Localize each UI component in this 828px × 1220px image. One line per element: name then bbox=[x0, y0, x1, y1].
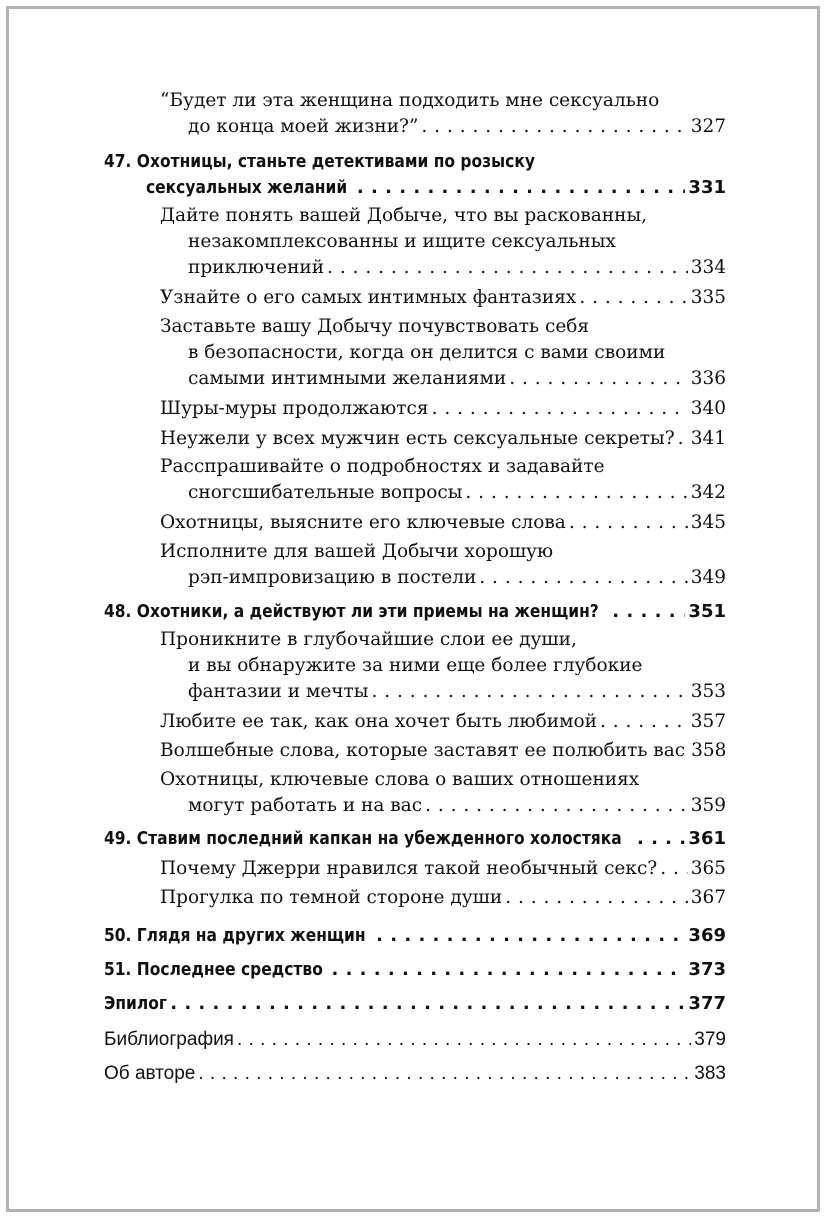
leader-dots bbox=[331, 959, 685, 980]
toc-entry-title: Прогулка по темной стороне души bbox=[160, 887, 503, 908]
toc-entry-title: Неужели у всех мужчин есть сексуальные секреты? bbox=[160, 428, 675, 449]
toc-entry-title: Охотницы, выясните его ключевые слова bbox=[160, 512, 566, 533]
toc-entry-title: рэп-импровизацию в постели bbox=[188, 567, 477, 588]
leader-dots bbox=[237, 1029, 691, 1051]
toc-entry[interactable] bbox=[160, 398, 726, 419]
toc-entry-line: и вы обнаружите за ними еще более глубокие bbox=[188, 655, 643, 676]
leader-dots bbox=[465, 482, 687, 503]
leader-dots bbox=[421, 116, 687, 137]
toc-entry[interactable] bbox=[188, 482, 726, 503]
leader-dots bbox=[198, 1063, 691, 1085]
leader-dots bbox=[678, 428, 688, 449]
toc-page-number: 361 bbox=[688, 828, 726, 849]
leader-dots bbox=[579, 287, 687, 308]
leader-dots bbox=[425, 795, 688, 816]
toc-entry-line: Исполните для вашей Добычи хорошую bbox=[160, 541, 554, 562]
toc-page-number: 345 bbox=[690, 512, 726, 533]
leader-dots bbox=[505, 887, 687, 908]
toc-entry-title: Волшебные слова, которые заставят ее полюбить вас bbox=[160, 740, 686, 761]
toc-about-author[interactable] bbox=[104, 1063, 726, 1085]
leader-dots bbox=[569, 512, 688, 533]
toc-entry-title: приключений bbox=[188, 257, 325, 278]
leader-dots bbox=[170, 993, 685, 1014]
toc-entry[interactable] bbox=[160, 858, 726, 879]
toc-chapter[interactable] bbox=[104, 925, 726, 946]
toc-entry[interactable] bbox=[188, 795, 726, 816]
leader-dots bbox=[479, 567, 687, 588]
toc-entry-line: Дайте понять вашей Добыче, что вы раскованны, bbox=[160, 205, 648, 226]
leader-dots bbox=[637, 828, 685, 849]
toc-entry-line: Проникните в глубочайшие слои ее души, bbox=[160, 629, 577, 650]
toc-chapter[interactable] bbox=[104, 601, 726, 622]
toc-page-number: 349 bbox=[690, 567, 726, 588]
leader-dots bbox=[376, 925, 685, 946]
leader-dots bbox=[509, 368, 688, 389]
leader-dots bbox=[357, 177, 686, 198]
toc-page-number: 342 bbox=[690, 482, 726, 503]
toc-entry-title: Узнайте о его самых интимных фантазиях bbox=[160, 287, 577, 308]
toc-chapter-title: 49. Ставим последний капкан на убежденного холостяка bbox=[104, 828, 622, 849]
toc-page-number: 353 bbox=[690, 681, 726, 702]
toc-page-number: 341 bbox=[690, 428, 726, 449]
toc-entry-title: самыми интимными желаниями bbox=[188, 368, 507, 389]
toc-page-number: 327 bbox=[690, 116, 726, 137]
toc-page-number: 335 bbox=[690, 287, 726, 308]
toc-page-number: 340 bbox=[690, 398, 726, 419]
toc-entry[interactable] bbox=[188, 368, 726, 389]
toc-page-number: 379 bbox=[694, 1029, 726, 1050]
toc-entry-title: сногсшибательные вопросы bbox=[188, 482, 463, 503]
toc-entry[interactable] bbox=[160, 740, 726, 761]
leader-dots bbox=[371, 681, 687, 702]
toc-entry-line: в безопасности, когда он делится с вами своими bbox=[188, 342, 666, 363]
toc-page-number: 359 bbox=[690, 795, 726, 816]
toc-page-number: 383 bbox=[694, 1063, 726, 1084]
toc-page-number: 351 bbox=[688, 601, 726, 622]
toc-page-number: 365 bbox=[690, 858, 726, 879]
toc-chapter-title: 51. Последнее средство bbox=[104, 959, 323, 980]
toc-entry-title: Об авторе bbox=[104, 1063, 196, 1084]
toc-chapter[interactable] bbox=[146, 177, 726, 198]
toc-epilogue[interactable] bbox=[104, 993, 726, 1014]
toc-page-number: 357 bbox=[690, 711, 726, 732]
toc-entry[interactable] bbox=[160, 287, 726, 308]
toc-entry-line: Расспрашивайте о подробностях и задавайте bbox=[160, 456, 605, 477]
toc-entry[interactable] bbox=[188, 567, 726, 588]
toc-chapter[interactable] bbox=[104, 828, 726, 849]
leader-dots bbox=[612, 601, 685, 622]
toc-entry-title: фантазии и мечты bbox=[188, 681, 369, 702]
toc-entry-line: Охотницы, ключевые слова о ваших отношениях bbox=[160, 769, 640, 790]
toc-entry-title: Библиография bbox=[104, 1029, 234, 1050]
toc-page-number: 336 bbox=[690, 368, 726, 389]
toc-entry-line: Заставьте вашу Добычу почувствовать себя bbox=[160, 316, 590, 337]
toc-entry[interactable] bbox=[188, 681, 726, 702]
toc-entry-title: Любите ее так, как она хочет быть любимой bbox=[160, 711, 597, 732]
toc-page-number: 331 bbox=[688, 177, 726, 198]
toc-entry-title: могут работать и на вас bbox=[188, 795, 423, 816]
toc-chapter[interactable] bbox=[104, 959, 726, 980]
toc-chapter-title: 48. Охотники, а действуют ли эти приемы на женщин? bbox=[104, 601, 599, 622]
toc-entry-line: “Будет ли эта женщина подходить мне сексуально bbox=[160, 90, 660, 111]
toc-page-number: 369 bbox=[688, 925, 726, 946]
toc-entry[interactable] bbox=[160, 512, 726, 533]
leader-dots bbox=[327, 257, 688, 278]
toc-chapter-title: Эпилог bbox=[104, 993, 167, 1014]
toc-entry-title: до конца моей жизни?” bbox=[188, 116, 419, 137]
leader-dots bbox=[660, 858, 687, 879]
toc-chapter-title: сексуальных желаний bbox=[146, 177, 348, 198]
toc-page-number: 373 bbox=[688, 959, 726, 980]
toc-entry[interactable] bbox=[160, 711, 726, 732]
toc-entry-title: Почему Джерри нравился такой необычный секс? bbox=[160, 858, 658, 879]
toc-entry[interactable] bbox=[160, 428, 726, 449]
leader-dots bbox=[432, 398, 688, 419]
toc-page-number: 367 bbox=[690, 887, 726, 908]
leader-dots bbox=[600, 711, 688, 732]
toc-entry-title: Шуры-муры продолжаются bbox=[160, 398, 429, 419]
toc-page-number: 334 bbox=[690, 257, 726, 278]
toc-entry[interactable] bbox=[188, 257, 726, 278]
toc-chapter-title: 50. Глядя на других женщин bbox=[104, 925, 366, 946]
toc-entry[interactable] bbox=[188, 116, 726, 137]
toc-page-number: 358 bbox=[691, 740, 727, 761]
toc-entry[interactable] bbox=[160, 887, 726, 908]
toc-bibliography[interactable] bbox=[104, 1029, 726, 1051]
chapter-title-line: 47. Охотницы, станьте детективами по розыску bbox=[104, 151, 535, 172]
toc-page-number: 377 bbox=[688, 993, 726, 1014]
toc-entry-line: незакомплексованны и ищите сексуальных bbox=[188, 231, 616, 252]
